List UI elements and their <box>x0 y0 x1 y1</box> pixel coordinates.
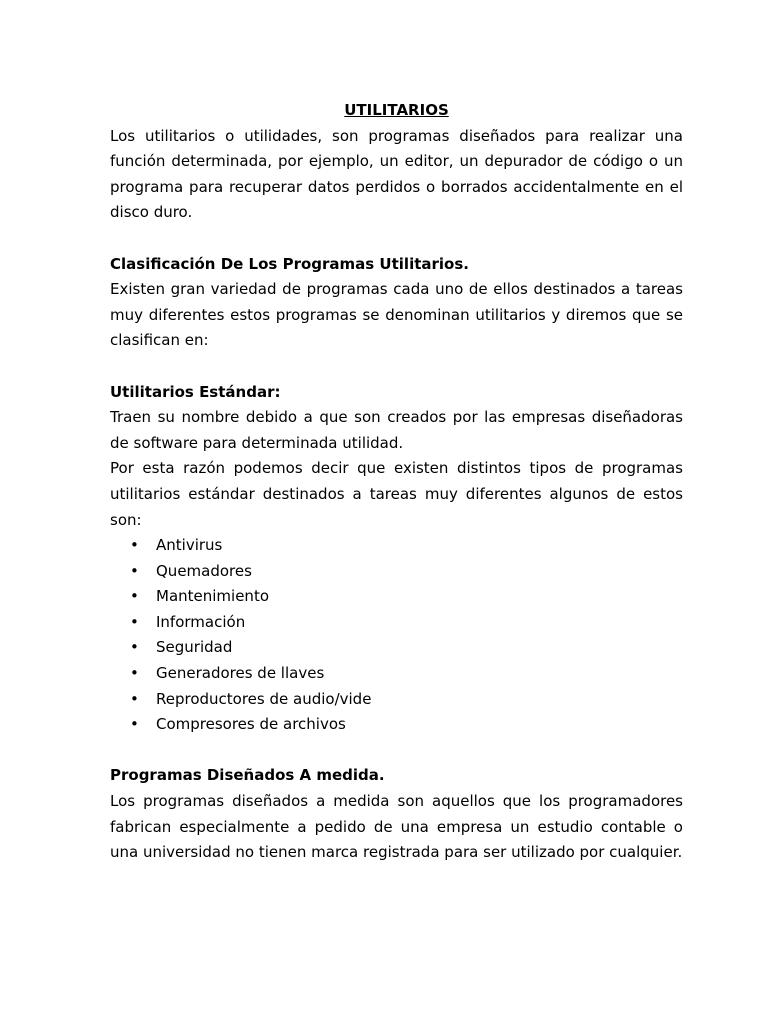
bullet-icon: • <box>130 612 139 631</box>
list-item-label: Quemadores <box>156 561 252 580</box>
section-paragraph-a-medida: Los programas diseñados a medida son aquellos que los programadores fabrican especialmente a pedido de una empresa un estudio contable o una universidad no tienen marca registrada para ser utilizado por cualquier. <box>110 792 683 862</box>
list-item <box>110 661 683 687</box>
section-heading-a-medida: Programas Diseñados A medida. <box>110 766 385 785</box>
bullet-icon: • <box>130 664 139 683</box>
spacer <box>110 738 683 764</box>
bullet-icon: • <box>130 715 139 734</box>
list-item-label: Reproductores de audio/vide <box>156 689 372 708</box>
section-paragraph-estandar-1: Traen su nombre debido a que son creados por las empresas diseñadoras de software para determinada utilidad. <box>110 408 683 452</box>
bullet-icon: • <box>130 536 139 555</box>
list-item-label: Mantenimiento <box>156 587 269 606</box>
list-item-label: Antivirus <box>156 536 223 555</box>
bullet-icon: • <box>130 638 139 657</box>
document-page <box>110 98 683 866</box>
list-item <box>110 584 683 610</box>
section-paragraph-estandar-2: Por esta razón podemos decir que existen distintos tipos de programas utilitarios estándar destinados a tareas muy diferentes algunos de estos son: <box>110 459 683 529</box>
document-title: UTILITARIOS <box>344 101 449 119</box>
list-item <box>110 533 683 559</box>
list-item-label: Seguridad <box>156 638 233 657</box>
spacer <box>110 226 683 252</box>
bullet-icon: • <box>130 587 139 606</box>
bullet-icon: • <box>130 561 139 580</box>
list-item-label: Información <box>156 612 246 631</box>
intro-paragraph: Los utilitarios o utilidades, son programas diseñados para realizar una función determinada, por ejemplo, un editor, un depurador de código o un programa para recuperar datos perdidos o borrados accidentalmente en el disco duro. <box>110 126 683 222</box>
spacer <box>110 354 683 380</box>
section-heading-estandar: Utilitarios Estándar: <box>110 382 281 401</box>
bullet-list-utilitarios <box>110 533 683 738</box>
section-paragraph-clasificacion: Existen gran variedad de programas cada uno de ellos destinados a tareas muy diferentes estos programas se denominan utilitarios y diremos que se clasifican en: <box>110 280 683 350</box>
list-item <box>110 559 683 585</box>
section-heading-clasificacion: Clasificación De Los Programas Utilitarios. <box>110 254 469 273</box>
bullet-icon: • <box>130 689 139 708</box>
list-item <box>110 610 683 636</box>
list-item <box>110 635 683 661</box>
list-item-label: Generadores de llaves <box>156 664 325 683</box>
list-item-label: Compresores de archivos <box>156 715 346 734</box>
list-item <box>110 687 683 713</box>
list-item <box>110 712 683 738</box>
